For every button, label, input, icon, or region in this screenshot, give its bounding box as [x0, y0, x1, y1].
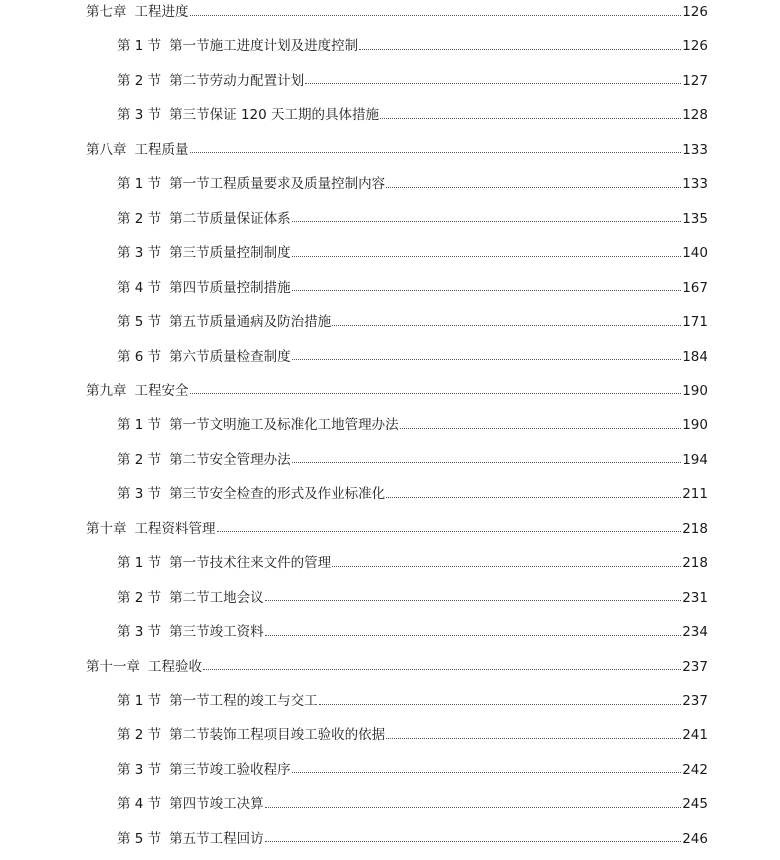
toc-entry-number: 第 3 节 [117, 624, 162, 641]
toc-entry-number: 第七章 [86, 4, 127, 20]
toc-entry-number: 第九章 [86, 382, 127, 399]
toc-section-entry[interactable] [117, 723, 708, 747]
toc-page-number: 241 [682, 727, 708, 744]
toc-page-number: 126 [682, 4, 708, 20]
toc-entry-title: 工程资料管理 [134, 520, 216, 537]
toc-entry-title: 第二节安全管理办法 [169, 451, 291, 468]
toc-entry-title: 第一节技术往来文件的管理 [169, 555, 332, 572]
toc-entry-number: 第 6 节 [117, 348, 162, 365]
toc-entry-number: 第 4 节 [117, 279, 162, 296]
toc-dot-leader [190, 15, 682, 16]
toc-entry-number: 第 2 节 [117, 72, 162, 89]
toc-dot-leader [292, 772, 682, 773]
toc-entry-number: 第 5 节 [117, 314, 162, 331]
toc-page-number: 234 [682, 624, 708, 641]
toc-page-number: 140 [682, 245, 708, 262]
toc-dot-leader [265, 841, 682, 842]
toc-entry-title: 工程安全 [134, 382, 189, 399]
toc-dot-leader [386, 187, 681, 188]
toc-section-entry[interactable] [117, 241, 708, 265]
toc-dot-leader [265, 807, 682, 808]
toc-section-entry[interactable] [117, 689, 708, 713]
toc-entry-title: 第一节工程的竣工与交工 [169, 693, 318, 709]
toc-entry-number: 第 3 节 [117, 245, 162, 262]
toc-section-entry[interactable] [117, 69, 708, 93]
toc-entry-title: 第五节质量通病及防治措施 [169, 314, 332, 331]
toc-section-entry[interactable] [117, 586, 708, 610]
toc-entry-title: 第三节质量控制制度 [169, 245, 291, 262]
toc-entry-number: 第八章 [86, 141, 127, 158]
toc-entry-number: 第 2 节 [117, 589, 162, 606]
toc-dot-leader [203, 669, 681, 670]
toc-section-entry[interactable] [117, 34, 708, 58]
toc-entry-number: 第 1 节 [117, 555, 162, 572]
toc-chapter-entry[interactable] [86, 655, 708, 679]
toc-section-entry[interactable] [117, 758, 708, 782]
toc-dot-leader [292, 462, 682, 463]
toc-entry-title: 第三节竣工验收程序 [169, 761, 291, 778]
toc-entry-title: 第二节工地会议 [169, 589, 264, 606]
toc-entry-title: 第二节装饰工程项目竣工验收的依据 [169, 727, 386, 744]
toc-dot-leader [386, 738, 681, 739]
toc-page-number: 231 [682, 589, 708, 606]
toc-page-number: 190 [682, 417, 708, 434]
toc-page-number: 128 [682, 107, 708, 124]
toc-page-number: 211 [682, 486, 708, 503]
toc-entry-number: 第 2 节 [117, 727, 162, 744]
toc-section-entry[interactable] [117, 172, 708, 196]
toc-entry-title: 第三节保证 120 天工期的具体措施 [169, 107, 380, 124]
toc-entry-number: 第 1 节 [117, 38, 162, 55]
toc-dot-leader [319, 704, 682, 705]
toc-entry-number: 第 5 节 [117, 830, 162, 847]
toc-entry-title: 第三节竣工资料 [169, 624, 264, 641]
toc-entry-title: 工程进度 [134, 4, 189, 20]
toc-entry-number: 第 3 节 [117, 761, 162, 778]
toc-dot-leader [386, 497, 681, 498]
toc-entry-title: 工程质量 [134, 141, 189, 158]
toc-dot-leader [400, 428, 682, 429]
toc-chapter-entry[interactable] [86, 379, 708, 403]
toc-entry-title: 第四节质量控制措施 [169, 279, 291, 296]
toc-section-entry[interactable] [117, 413, 708, 437]
toc-page-number: 167 [682, 279, 708, 296]
toc-dot-leader [265, 600, 682, 601]
toc-chapter-entry[interactable] [86, 0, 708, 24]
toc-dot-leader [292, 221, 682, 222]
toc-entry-title: 第五节工程回访 [169, 830, 264, 847]
toc-dot-leader [217, 531, 682, 532]
toc-section-entry[interactable] [117, 276, 708, 300]
toc-page-number: 237 [682, 658, 708, 675]
toc-section-entry[interactable] [117, 207, 708, 231]
toc-entry-title: 第一节工程质量要求及质量控制内容 [169, 176, 386, 193]
toc-dot-leader [305, 83, 681, 84]
toc-entry-number: 第 1 节 [117, 693, 162, 709]
toc-dot-leader [332, 325, 681, 326]
toc-page-number: 135 [682, 210, 708, 227]
toc-entry-title: 第二节劳动力配置计划 [169, 72, 305, 89]
toc-entry-number: 第 1 节 [117, 417, 162, 434]
toc-section-entry[interactable] [117, 345, 708, 369]
toc-entry-title: 第六节质量检查制度 [169, 348, 291, 365]
toc-dot-leader [359, 49, 681, 50]
toc-page-number: 237 [682, 693, 708, 709]
toc-page-number: 218 [682, 555, 708, 572]
toc-page-number: 133 [682, 176, 708, 193]
toc-chapter-entry[interactable] [86, 517, 708, 541]
toc-page-number: 218 [682, 520, 708, 537]
toc-dot-leader [292, 256, 682, 257]
toc-entry-number: 第 3 节 [117, 486, 162, 503]
toc-section-entry[interactable] [117, 448, 708, 472]
toc-dot-leader [292, 359, 682, 360]
toc-page-number: 126 [682, 38, 708, 55]
toc-entry-number: 第 1 节 [117, 176, 162, 193]
toc-dot-leader [292, 290, 682, 291]
toc-entry-title: 第三节安全检查的形式及作业标准化 [169, 486, 386, 503]
toc-page-number: 242 [682, 761, 708, 778]
toc-entry-number: 第十一章 [86, 658, 140, 675]
toc-entry-number: 第 3 节 [117, 107, 162, 124]
toc-dot-leader [190, 152, 682, 153]
toc-entry-title: 第一节施工进度计划及进度控制 [169, 38, 359, 55]
toc-entry-number: 第 2 节 [117, 210, 162, 227]
toc-section-entry[interactable] [117, 827, 708, 851]
toc-entry-title: 第四节竣工决算 [169, 796, 264, 813]
toc-entry-number: 第十章 [86, 520, 127, 537]
toc-dot-leader [265, 635, 682, 636]
toc-page-number: 127 [682, 72, 708, 89]
toc-page-number: 190 [682, 382, 708, 399]
toc-page-number: 194 [682, 451, 708, 468]
toc-page-number: 245 [682, 796, 708, 813]
toc-dot-leader [190, 393, 682, 394]
toc-section-entry[interactable] [117, 103, 708, 127]
toc-chapter-entry[interactable] [86, 138, 708, 162]
toc-dot-leader [380, 118, 681, 119]
toc-section-entry[interactable] [117, 551, 708, 575]
toc-entry-number: 第 4 节 [117, 796, 162, 813]
toc-dot-leader [332, 566, 681, 567]
toc-entry-title: 第一节文明施工及标准化工地管理办法 [169, 417, 399, 434]
toc-entry-title: 第二节质量保证体系 [169, 210, 291, 227]
toc-section-entry[interactable] [117, 620, 708, 644]
toc-entry-number: 第 2 节 [117, 451, 162, 468]
toc-section-entry[interactable] [117, 792, 708, 816]
toc-page-number: 133 [682, 141, 708, 158]
toc-page-number: 184 [682, 348, 708, 365]
toc-page-number: 246 [682, 830, 708, 847]
toc-section-entry[interactable] [117, 482, 708, 506]
toc-entry-title: 工程验收 [148, 658, 202, 675]
toc-page-number: 171 [682, 314, 708, 331]
toc-section-entry[interactable] [117, 310, 708, 334]
